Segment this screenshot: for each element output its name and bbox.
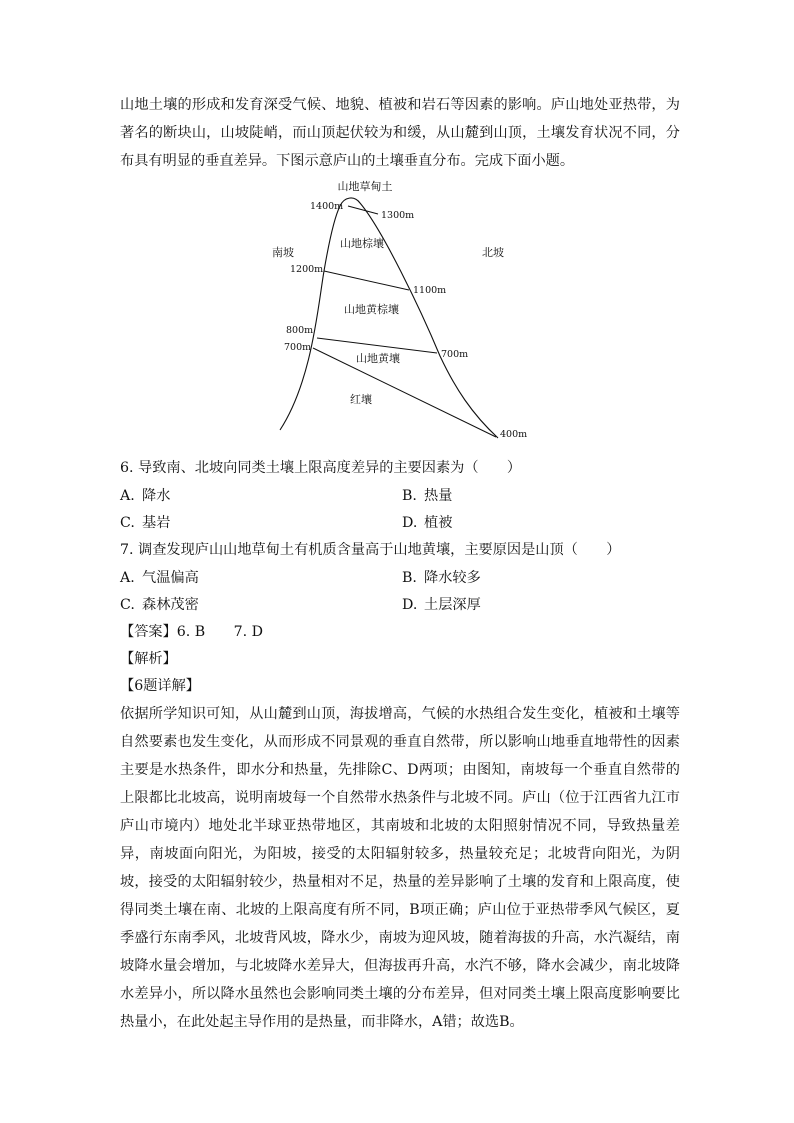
q7-option-a: A. 气温偏高	[120, 570, 199, 586]
soil-label-yellow-brown: 山地黄棕壤	[344, 303, 399, 316]
elev-south-800: 800m	[286, 325, 314, 336]
elev-north-700: 700m	[441, 349, 469, 360]
question-6-stem: 6. 导致南、北坡向同类土壤上限高度差异的主要因素为（ ）	[120, 460, 522, 476]
top-label: 山地草甸土	[337, 180, 393, 193]
boundary-yellow-red	[313, 348, 496, 437]
soil-label-brown: 山地棕壤	[340, 237, 384, 250]
q7-option-c: C. 森林茂密	[120, 597, 199, 613]
boundary-brown-yellowbrown	[324, 271, 409, 290]
north-slope-label: 北坡	[482, 246, 504, 259]
elev-north-1300: 1300m	[381, 210, 415, 221]
elev-south-700: 700m	[284, 342, 312, 353]
q6-option-b: B. 热量	[402, 488, 453, 504]
q7-option-d: D. 土层深厚	[402, 597, 481, 613]
soil-label-red: 红壤	[350, 393, 372, 406]
explanation-paragraph: 依据所学知识可知，从山麓到山顶，海拔增高，气候的水热组合发生变化，植被和土壤等自然要素也发生变化，从而形成不同景观的垂直自然带，所以影响山地垂直地带性的因素主要是水热条件，即水分和热量，先排除C、D两项；由图知，南坡每一个垂直自然带的上限都比北坡高，说明南坡每一个自然带水热条件与北坡不同。庐山（位于江西省九江市庐山市境内）地处北半球亚热带地区，其南坡和北坡的太阳照射情况不同，导致热量差异，南坡面向阳光，为阳坡，接受的太阳辐射较多，热量较充足；北坡背向阳光，为阴坡，接受的太阳辐射较少，热量相对不足，热量的差异影响了土壤的发育和上限高度，使得同类土壤在南、北坡的上限高度有所不同，B项正确；庐山位于亚热带季风气候区，夏季盛行东南季风，北坡背风坡，降水少，南坡为迎风坡，随着海拔的升高，水汽凝结，南坡降水量会增加，与北坡降水差异大，但海拔再升高，水汽不够，降水会减少，南北坡降水差异小，所以降水虽然也会影响同类土壤的分布差异，但对同类土壤上限高度影响要比热量小，在此处起主导作用的是热量，而非降水，A错；故选B。	[120, 706, 680, 1030]
analysis-heading: 【解析】	[120, 651, 177, 667]
soil-label-yellow: 山地黄壤	[356, 352, 400, 365]
elev-south-1400: 1400m	[310, 201, 344, 212]
q6-option-d: D. 植被	[402, 515, 453, 531]
soil-vertical-zonation-diagram	[260, 176, 540, 448]
q6-option-c: C. 基岩	[120, 515, 171, 531]
boundary-yellowbrown-yellow	[317, 338, 437, 353]
mountain-outline	[280, 198, 498, 438]
q7-option-b: B. 降水较多	[402, 570, 481, 586]
intro-paragraph: 山地土壤的形成和发育深受气候、地貌、植被和岩石等因素的影响。庐山地处亚热带，为著名的断块山，山坡陡峭，而山顶起伏较为和缓，从山麓到山顶，土壤发育状况不同，分布具有明显的垂直差异。下图示意庐山的土壤垂直分布。完成下面小题。	[120, 97, 680, 169]
q6-option-a: A. 降水	[120, 488, 171, 504]
question-7-stem: 7. 调查发现庐山山地草甸土有机质含量高于山地黄壤，主要原因是山顶（ ）	[120, 542, 621, 558]
south-slope-label: 南坡	[272, 246, 294, 259]
elev-south-1200: 1200m	[290, 264, 324, 275]
elev-north-400: 400m	[500, 429, 528, 440]
answer-line: 【答案】6. B 7. D	[120, 624, 264, 640]
elev-north-1100: 1100m	[413, 285, 447, 296]
q6-detail-heading: 【6题详解】	[120, 678, 200, 694]
